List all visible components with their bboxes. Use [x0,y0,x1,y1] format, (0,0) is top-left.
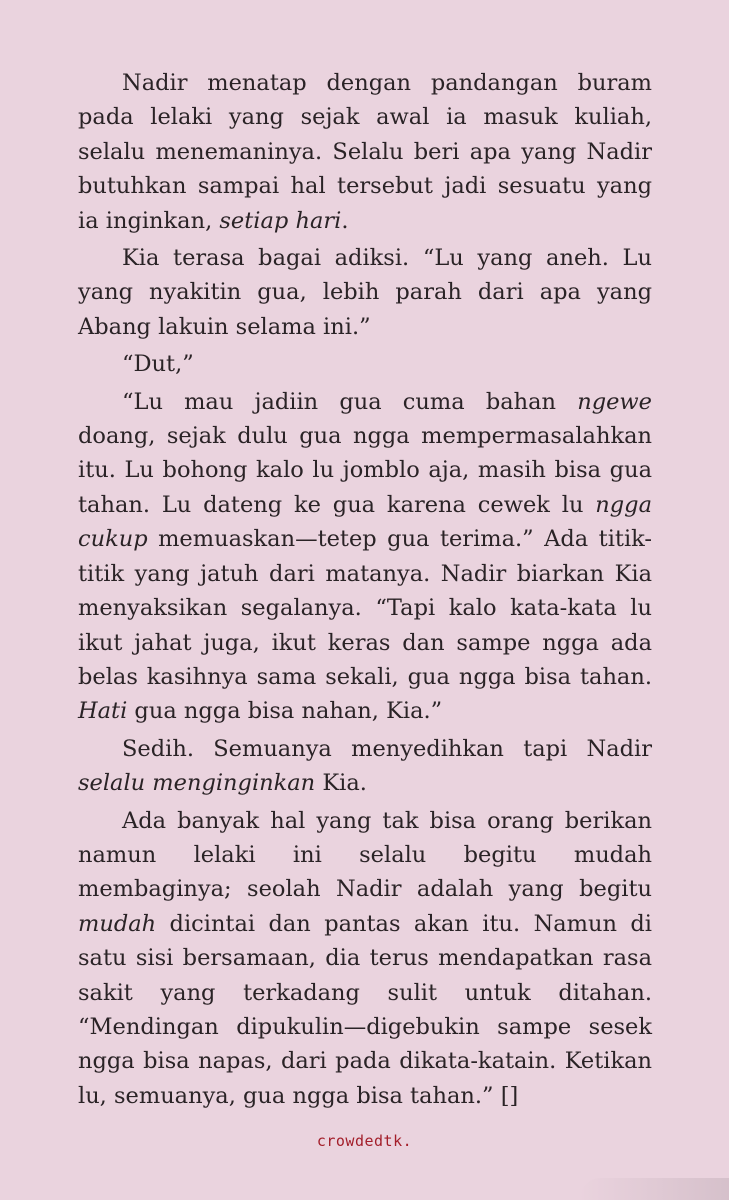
story-paragraph [78,804,652,1114]
italic-phrase: setiap hari [219,207,342,234]
text-run: Sedih. Semuanya menyedihkan tapi Nadir [122,735,652,762]
story-paragraph [78,732,652,801]
text-run: memuaskan—tetep gua terima.” Ada titik-titik yang jatuh dari matanya. Nadir biarkan Kia menyaksikan segalanya. “Tapi kalo kata-kata lu ikut jahat juga, ikut keras dan sampe ngga ada belas kasihnya sama sekali, gua ngga bisa tahan. [78,526,652,690]
italic-phrase: ngga cukup [78,491,652,553]
text-run: Kia terasa bagai adiksi. “Lu yang aneh. Lu yang nyakitin gua, lebih parah dari apa yang Abang lakuin selama ini.” [78,245,652,340]
italic-phrase: mudah [78,910,157,937]
italic-phrase: ngewe [577,388,652,415]
text-run: dicintai dan pantas akan itu. Namun di satu sisi bersamaan, dia terus mendapatkan rasa sakit yang terkadang sulit untuk ditahan. “Mendingan dipukulin—digebukin sampe sesek ngga bisa napas, dari pada dikata-katain. Ketikan lu, semuanya, gua ngga bisa tahan.” [] [78,910,652,1109]
text-run: gua ngga bisa nahan, Kia.” [127,698,443,725]
text-run: . [341,207,349,234]
story-text [78,66,652,1116]
text-run: doang, sejak dulu gua ngga mempermasalahkan itu. Lu bohong kalo lu jomblo aja, masih bisa gua tahan. Lu dateng ke gua karena cewek lu [78,423,652,518]
italic-phrase: Hati [78,698,128,725]
author-signature: crowdedtk. [316,1132,413,1150]
text-run: “Lu mau jadiin gua cuma bahan [122,388,578,415]
corner-shadow [579,1178,729,1200]
text-run: Ada banyak hal yang tak bisa orang berikan namun lelaki ini selalu begitu mudah membaginya; seolah Nadir adalah yang begitu [78,807,652,903]
story-paragraph [78,241,652,344]
text-run: Nadir menatap dengan pandangan buram pada lelaki yang sejak awal ia masuk kuliah, selalu menemaninya. Selalu beri apa yang Nadir butuhkan sampai hal tersebut jadi sesuatu yang ia inginkan, [78,70,652,234]
italic-phrase: selalu menginginkan [78,770,316,797]
story-paragraph [78,385,652,729]
story-paragraph [78,347,652,381]
text-run: “Dut,” [122,351,194,378]
text-run: Kia. [315,770,367,797]
story-paragraph [78,66,652,238]
